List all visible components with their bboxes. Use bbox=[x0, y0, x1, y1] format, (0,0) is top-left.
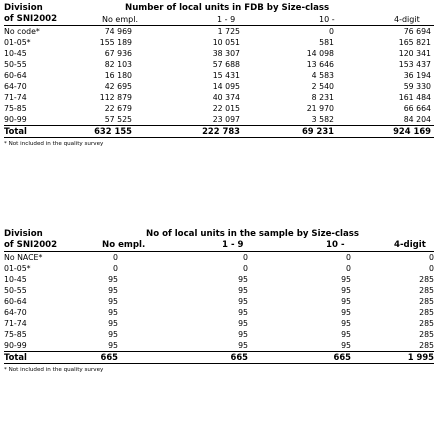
digit4-cell: 59 330 bbox=[403, 82, 431, 91]
no-empl-cell: 112 879 bbox=[99, 93, 132, 102]
local-units-fdb-table bbox=[4, 3, 434, 148]
table-row bbox=[4, 340, 434, 351]
size-10-plus-cell: 95 bbox=[341, 319, 351, 328]
table-row bbox=[4, 252, 434, 263]
division-cell: 60-64 bbox=[4, 71, 27, 80]
bottom-rule bbox=[4, 363, 434, 364]
division-cell: No NACE* bbox=[4, 253, 43, 262]
table-row bbox=[4, 48, 434, 59]
footnote: * Not included in the quality survey bbox=[4, 141, 104, 147]
table-row bbox=[4, 263, 434, 274]
size-1-9-cell: 57 688 bbox=[212, 60, 240, 69]
no-empl-cell: 95 bbox=[108, 308, 118, 317]
table-row bbox=[4, 70, 434, 81]
total-10-plus: 69 231 bbox=[301, 126, 334, 136]
division-cell: 90-99 bbox=[4, 115, 27, 124]
division-subheader: of SNI2002 bbox=[4, 14, 58, 24]
division-cell: 64-70 bbox=[4, 308, 27, 317]
size-10-plus-cell: 4 583 bbox=[311, 71, 334, 80]
table-row bbox=[4, 26, 434, 37]
digit4-cell: 285 bbox=[419, 308, 434, 317]
no-empl-cell: 95 bbox=[108, 275, 118, 284]
digit4-cell: 165 821 bbox=[398, 38, 431, 47]
col-4-digit: 4-digit bbox=[394, 240, 426, 250]
col-10-plus: 10 - bbox=[319, 15, 335, 24]
division-subheader: of SNI2002 bbox=[4, 240, 58, 250]
division-cell: 90-99 bbox=[4, 341, 27, 350]
size-1-9-cell: 1 725 bbox=[217, 27, 240, 36]
size-10-plus-cell: 95 bbox=[341, 341, 351, 350]
table-row bbox=[4, 318, 434, 329]
table-header bbox=[4, 229, 434, 251]
table-body bbox=[4, 26, 434, 125]
size-10-plus-cell: 95 bbox=[341, 330, 351, 339]
table-row bbox=[4, 285, 434, 296]
no-empl-cell: 42 695 bbox=[104, 82, 132, 91]
digit4-cell: 285 bbox=[419, 330, 434, 339]
table-row bbox=[4, 329, 434, 340]
size-1-9-cell: 14 095 bbox=[212, 82, 240, 91]
total-no-empl: 665 bbox=[100, 352, 118, 362]
table-row bbox=[4, 114, 434, 125]
division-cell: 60-64 bbox=[4, 297, 27, 306]
size-10-plus-cell: 21 970 bbox=[306, 104, 334, 113]
digit4-cell: 285 bbox=[419, 286, 434, 295]
total-no-empl: 632 155 bbox=[94, 126, 132, 136]
col-1-9: 1 - 9 bbox=[217, 15, 236, 24]
size-10-plus-cell: 95 bbox=[341, 286, 351, 295]
division-cell: 10-45 bbox=[4, 49, 27, 58]
size-10-plus-cell: 2 540 bbox=[311, 82, 334, 91]
size-10-plus-cell: 3 582 bbox=[311, 115, 334, 124]
size-1-9-cell: 40 374 bbox=[212, 93, 240, 102]
size-10-plus-cell: 0 bbox=[329, 27, 334, 36]
size-1-9-cell: 95 bbox=[238, 286, 248, 295]
table-row bbox=[4, 81, 434, 92]
size-1-9-cell: 95 bbox=[238, 275, 248, 284]
division-cell: 75-85 bbox=[4, 104, 27, 113]
no-empl-cell: 95 bbox=[108, 319, 118, 328]
table-row bbox=[4, 274, 434, 285]
table-title: No of local units in the sample by Size-class bbox=[146, 229, 360, 239]
table-row bbox=[4, 307, 434, 318]
no-empl-cell: 95 bbox=[108, 341, 118, 350]
size-1-9-cell: 15 431 bbox=[212, 71, 240, 80]
col-10-plus: 10 - bbox=[326, 240, 345, 250]
division-cell: 71-74 bbox=[4, 319, 27, 328]
division-cell: 50-55 bbox=[4, 60, 27, 69]
local-units-sample-table bbox=[4, 229, 434, 374]
size-1-9-cell: 95 bbox=[238, 308, 248, 317]
no-empl-cell: 16 180 bbox=[104, 71, 132, 80]
no-empl-cell: 74 969 bbox=[104, 27, 132, 36]
digit4-cell: 120 341 bbox=[398, 49, 431, 58]
no-empl-cell: 95 bbox=[108, 286, 118, 295]
digit4-cell: 36 194 bbox=[403, 71, 431, 80]
no-empl-cell: 67 936 bbox=[104, 49, 132, 58]
table-row bbox=[4, 37, 434, 48]
size-10-plus-cell: 14 098 bbox=[306, 49, 334, 58]
size-1-9-cell: 95 bbox=[238, 330, 248, 339]
division-cell: 75-85 bbox=[4, 330, 27, 339]
division-header: Division bbox=[4, 3, 43, 13]
digit4-cell: 76 694 bbox=[403, 27, 431, 36]
size-1-9-cell: 95 bbox=[238, 341, 248, 350]
size-10-plus-cell: 95 bbox=[341, 275, 351, 284]
no-empl-cell: 57 525 bbox=[104, 115, 132, 124]
size-10-plus-cell: 8 231 bbox=[311, 93, 334, 102]
table-header bbox=[4, 3, 434, 25]
division-cell: 71-74 bbox=[4, 93, 27, 102]
no-empl-cell: 0 bbox=[113, 264, 118, 273]
digit4-cell: 285 bbox=[419, 275, 434, 284]
table-row bbox=[4, 59, 434, 70]
col-no-empl: No empl. bbox=[102, 15, 138, 24]
size-1-9-cell: 95 bbox=[238, 297, 248, 306]
size-10-plus-cell: 0 bbox=[346, 264, 351, 273]
total-1-9: 665 bbox=[230, 352, 248, 362]
size-1-9-cell: 23 097 bbox=[212, 115, 240, 124]
division-cell: 01-05* bbox=[4, 264, 31, 273]
no-empl-cell: 22 679 bbox=[104, 104, 132, 113]
table-row bbox=[4, 92, 434, 103]
size-1-9-cell: 38 307 bbox=[212, 49, 240, 58]
size-1-9-cell: 22 015 bbox=[212, 104, 240, 113]
col-no-empl: No empl. bbox=[102, 240, 146, 250]
footnote: * Not included in the quality survey bbox=[4, 367, 104, 373]
bottom-rule bbox=[4, 137, 434, 138]
total-4-digit: 1 995 bbox=[407, 352, 434, 362]
digit4-cell: 285 bbox=[419, 319, 434, 328]
size-10-plus-cell: 0 bbox=[346, 253, 351, 262]
size-10-plus-cell: 95 bbox=[341, 297, 351, 306]
digit4-cell: 285 bbox=[419, 341, 434, 350]
total-1-9: 222 783 bbox=[202, 126, 240, 136]
size-10-plus-cell: 13 646 bbox=[306, 60, 334, 69]
table-row bbox=[4, 103, 434, 114]
total-row bbox=[4, 352, 434, 363]
digit4-cell: 66 664 bbox=[403, 104, 431, 113]
size-1-9-cell: 0 bbox=[243, 264, 248, 273]
total-10-plus: 665 bbox=[333, 352, 351, 362]
digit4-cell: 0 bbox=[429, 253, 434, 262]
division-cell: No code* bbox=[4, 27, 40, 36]
division-cell: 50-55 bbox=[4, 286, 27, 295]
total-label: Total bbox=[4, 352, 27, 362]
table-body bbox=[4, 252, 434, 351]
col-1-9: 1 - 9 bbox=[222, 240, 244, 250]
total-label: Total bbox=[4, 126, 27, 136]
digit4-cell: 84 204 bbox=[403, 115, 431, 124]
no-empl-cell: 95 bbox=[108, 330, 118, 339]
digit4-cell: 285 bbox=[419, 297, 434, 306]
size-1-9-cell: 0 bbox=[243, 253, 248, 262]
table-title: Number of local units in FDB by Size-class bbox=[125, 3, 330, 13]
division-cell: 64-70 bbox=[4, 82, 27, 91]
no-empl-cell: 82 103 bbox=[104, 60, 132, 69]
no-empl-cell: 0 bbox=[113, 253, 118, 262]
division-cell: 01-05* bbox=[4, 38, 31, 47]
table-row bbox=[4, 296, 434, 307]
total-row bbox=[4, 126, 434, 137]
size-1-9-cell: 95 bbox=[238, 319, 248, 328]
digit4-cell: 153 437 bbox=[398, 60, 431, 69]
division-header: Division bbox=[4, 229, 43, 239]
division-cell: 10-45 bbox=[4, 275, 27, 284]
no-empl-cell: 155 189 bbox=[99, 38, 132, 47]
digit4-cell: 0 bbox=[429, 264, 434, 273]
size-10-plus-cell: 581 bbox=[319, 38, 334, 47]
size-10-plus-cell: 95 bbox=[341, 308, 351, 317]
total-4-digit: 924 169 bbox=[393, 126, 431, 136]
digit4-cell: 161 484 bbox=[398, 93, 431, 102]
no-empl-cell: 95 bbox=[108, 297, 118, 306]
size-1-9-cell: 10 051 bbox=[212, 38, 240, 47]
col-4-digit: 4-digit bbox=[394, 15, 420, 24]
